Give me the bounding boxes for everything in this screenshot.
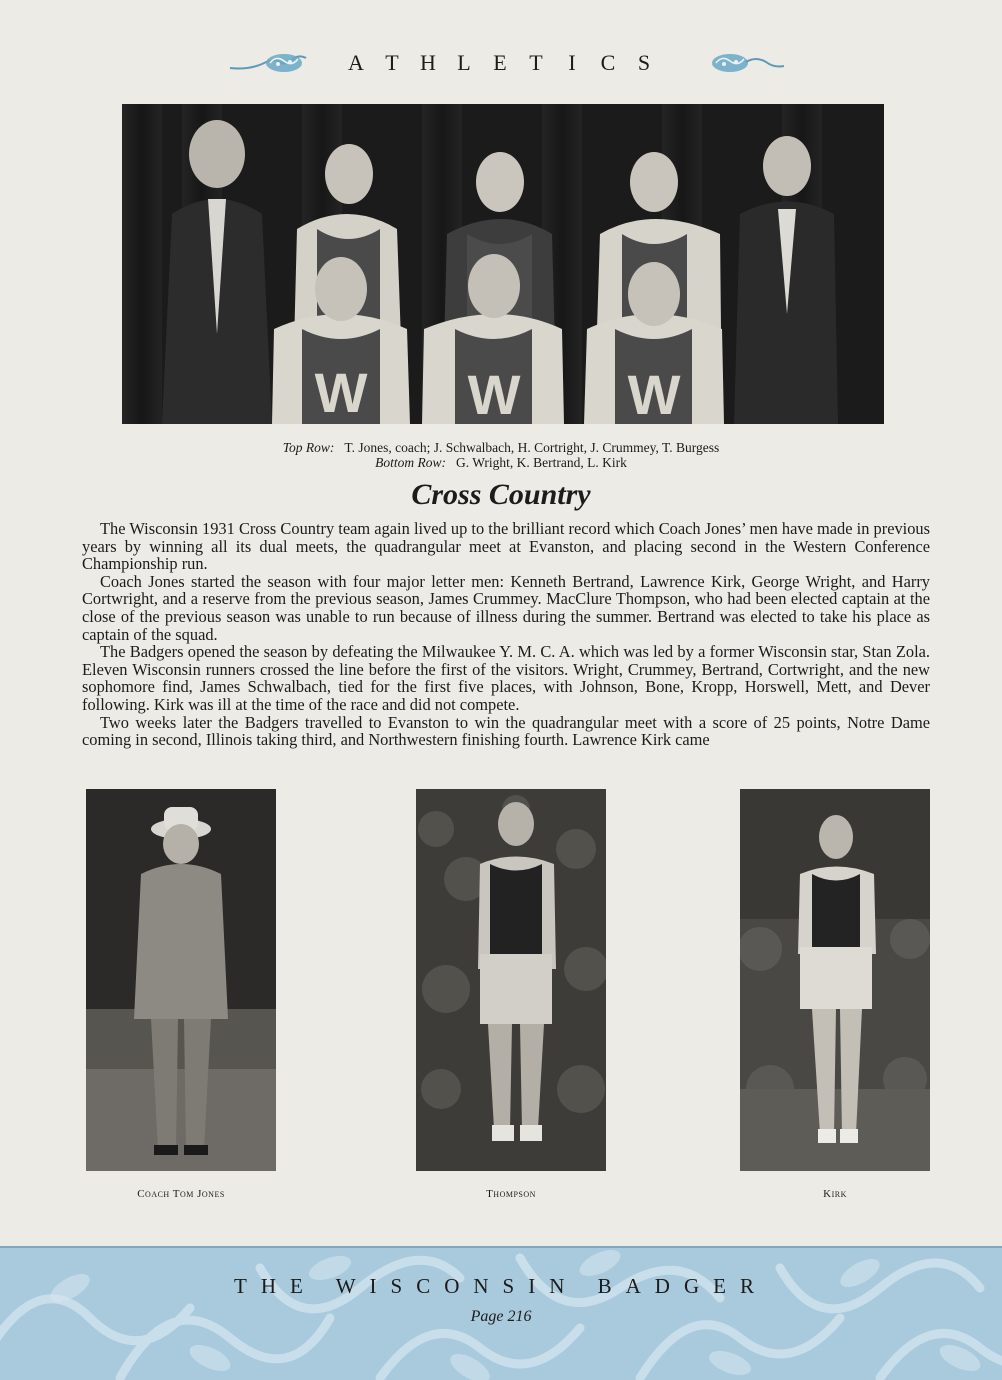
section-title-letter: S bbox=[637, 50, 651, 75]
section-title-letter: I bbox=[568, 50, 576, 75]
caption-bottom-names: G. Wright, K. Bertrand, L. Kirk bbox=[455, 455, 627, 470]
section-title-letter: C bbox=[600, 50, 616, 75]
footer-title bbox=[0, 1274, 1002, 1299]
caption-bottom-label: Bottom Row: bbox=[375, 455, 446, 470]
footer-title-text: THE WISCONSIN BADGER bbox=[234, 1274, 768, 1298]
team-photo-caption bbox=[0, 440, 1002, 470]
caption-bottom-row bbox=[0, 455, 1002, 470]
section-title-letter: T bbox=[385, 50, 399, 75]
article-paragraph: The Badgers opened the season by defeating the Milwaukee Y. M. C. A. which was led by a former Wisconsin star, Stan Zola. Eleven Wisconsin runners crossed the line before the first of the visitors. Wright, Crummey, Bertrand, Cortwright, and the new sophomore find, James Schwalbach, tied for the first five places, with Johnson, Bone, Kropp, Horswell, Mett, and Dever following. Kirk was ill at the time of the race and did not compete. bbox=[82, 642, 930, 714]
page-number: Page 216 bbox=[470, 1308, 532, 1325]
svg-text:W: W bbox=[467, 363, 521, 424]
svg-text:W: W bbox=[314, 361, 368, 424]
caption-top-row bbox=[0, 440, 1002, 455]
portrait-caption: Thompson bbox=[486, 1188, 536, 1200]
section-title-letter: A bbox=[348, 50, 364, 75]
page-header bbox=[0, 50, 1002, 80]
article-body bbox=[82, 520, 930, 749]
caption-top-label: Top Row: bbox=[282, 440, 335, 455]
section-title-letter: L bbox=[457, 50, 471, 75]
article-paragraph: The Wisconsin 1931 Cross Country team again lived up to the brilliant record which Coach Jones’ men have made in previous years by winning all its dual meets, the quadrangular meet at Evanston, and placing second in the Western Conference Championship run. bbox=[82, 519, 930, 574]
page-footer bbox=[0, 1248, 1002, 1380]
svg-text:W: W bbox=[627, 363, 681, 424]
portrait-photo-thompson bbox=[416, 789, 606, 1171]
section-title-letter: H bbox=[420, 50, 436, 75]
section-title-letter: E bbox=[493, 50, 507, 75]
article-paragraph: Two weeks later the Badgers travelled to Evanston to win the quadrangular meet with a score of 25 points, Notre Dame coming in second, Illinois taking third, and Northwestern finishing fourth. Lawrence Kirk came bbox=[82, 712, 930, 750]
article-paragraph: Coach Jones started the season with four major letter men: Kenneth Bertrand, Lawrence Kirk, George Wright, and Harry Cortwright, and a reserve from the previous season, James Crummey. MacClure Thompson, who had been elected captain at the close of the previous season was unable to run because of illness during the summer. Bertrand was elected to take his place as captain of the squad. bbox=[82, 571, 930, 644]
right-ornament-icon bbox=[706, 52, 786, 74]
portrait-photo-coach bbox=[86, 789, 276, 1171]
section-title bbox=[310, 50, 690, 76]
portrait-caption: Kirk bbox=[823, 1188, 847, 1200]
left-ornament-icon bbox=[228, 52, 308, 74]
article-heading: Cross Country bbox=[411, 478, 591, 511]
portrait-photo-kirk bbox=[740, 789, 930, 1171]
section-title-letter: T bbox=[529, 50, 543, 75]
portrait-caption: Coach Tom Jones bbox=[137, 1188, 225, 1200]
caption-top-names: T. Jones, coach; J. Schwalbach, H. Cortright, J. Crummey, T. Burgess bbox=[344, 440, 720, 455]
team-photo bbox=[122, 104, 884, 424]
